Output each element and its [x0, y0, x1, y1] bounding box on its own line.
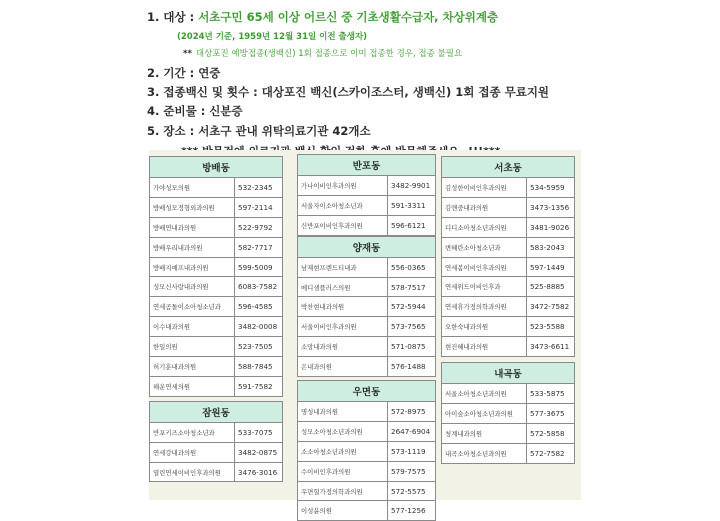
clinic-row	[298, 176, 436, 196]
clinic-name: 오한숙내과의원	[442, 317, 527, 337]
clinic-row	[298, 317, 436, 337]
clinic-phone: 597-1449	[527, 257, 575, 277]
district-name: 잠원동	[150, 401, 283, 422]
clinic-name: 연세강내과의원	[150, 442, 235, 462]
target-label: 1. 대상 :	[147, 10, 199, 24]
target-text: 서초구민 65세 이상 어르신 중 기초생활수급자, 차상위계층	[198, 10, 499, 24]
clinic-row	[442, 443, 575, 463]
column-left	[149, 156, 283, 482]
clinic-name: 연세휴가정의학과의원	[442, 297, 527, 317]
district-name: 서초동	[442, 157, 575, 178]
clinic-phone: 572-5944	[388, 297, 436, 317]
clinic-name: 연세위드이비인후과	[442, 277, 527, 297]
clinic-name: 방배성모정형외과의원	[150, 197, 235, 217]
clinic-name: 서울자이소아청소년과	[298, 195, 388, 215]
clinic-row	[298, 402, 436, 422]
clinic-row	[442, 237, 575, 257]
clinic-name: 디디소아청소년과의원	[442, 217, 527, 237]
clinic-name: 김앤중내과의원	[442, 197, 527, 217]
clinic-name: 신반포이비인후과의원	[298, 215, 388, 235]
district-name: 양재동	[298, 236, 436, 257]
clinic-row	[150, 257, 283, 277]
clinic-phone: 576-1488	[388, 357, 436, 377]
clinic-phone: 3476-3016	[235, 462, 283, 482]
clinic-row	[442, 297, 575, 317]
clinic-phone: 3482-0875	[235, 442, 283, 462]
clinic-name: 변혜란소아청소년과	[442, 237, 527, 257]
clinic-row	[442, 423, 575, 443]
clinic-name: 수이비인후과의원	[298, 461, 388, 481]
clinic-row	[442, 197, 575, 217]
clinic-phone: 573-7565	[388, 317, 436, 337]
clinic-name: 성모신사랑내과의원	[150, 277, 235, 297]
clinic-row	[298, 257, 436, 277]
column-right	[441, 156, 575, 464]
clinic-row	[298, 277, 436, 297]
clinic-name: 허기훈내과의원	[150, 357, 235, 377]
clinic-name: 서울소아청소년과의원	[442, 384, 527, 404]
clinic-row	[442, 217, 575, 237]
clinic-name: 방배지예프내과의원	[150, 257, 235, 277]
clinic-phone: 577-1256	[388, 501, 436, 521]
clinic-phone: 596-4585	[235, 297, 283, 317]
clinic-row	[150, 422, 283, 442]
clinic-name: 청계내과의원	[442, 423, 527, 443]
birth-criteria: (2024년 기준, 1959년 12월 31일 이전 출생자)	[177, 32, 368, 42]
district-header-row	[150, 401, 283, 422]
clinic-row	[298, 195, 436, 215]
clinic-name: 연세곰돌이소아청소년과	[150, 297, 235, 317]
vaccine-line: 3. 접종백신 및 횟수 : 대상포진 백신(스카이조스터, 생백신) 1회 접종 무료지원	[147, 85, 550, 99]
clinic-name: 우면힐가정의학과의원	[298, 481, 388, 501]
documents-line: 4. 준비물 : 신분증	[147, 104, 243, 118]
clinic-name: 메디샘플러스의원	[298, 277, 388, 297]
clinic-phone: 533-5875	[527, 384, 575, 404]
district-header-row	[442, 157, 575, 178]
clinic-directory	[149, 150, 581, 516]
clinic-phone: 533-7075	[235, 422, 283, 442]
district-header-row	[298, 381, 436, 402]
clinic-phone: 532-2345	[235, 178, 283, 198]
clinic-phone: 588-7845	[235, 357, 283, 377]
clinic-row	[298, 501, 436, 521]
clinic-name: 김성한이비인후과의원	[442, 178, 527, 198]
clinic-row	[442, 403, 575, 423]
district-table-naegok	[441, 362, 575, 464]
clinic-name: 해운연세의원	[150, 376, 235, 396]
clinic-row	[442, 277, 575, 297]
clinic-phone: 572-7582	[527, 443, 575, 463]
clinic-row	[298, 481, 436, 501]
clinic-name: 방배연내과의원	[150, 217, 235, 237]
clinic-row	[442, 178, 575, 198]
clinic-row	[298, 357, 436, 377]
clinic-phone: 3473-1356	[527, 197, 575, 217]
district-name: 우면동	[298, 381, 436, 402]
clinic-name: 성모소아청소년과의원	[298, 421, 388, 441]
clinic-phone: 599-5009	[235, 257, 283, 277]
clinic-row	[150, 197, 283, 217]
note-text: 대상포진 예방접종(생백신) 1회 접종으로 이미 접종한 경우, 접종 불필요	[195, 49, 463, 59]
clinic-phone: 3481-9026	[527, 217, 575, 237]
clinic-phone: 556-0365	[388, 257, 436, 277]
clinic-phone: 597-2114	[235, 197, 283, 217]
clinic-phone: 525-8885	[527, 277, 575, 297]
clinic-row	[298, 215, 436, 235]
clinic-phone: 3473-6611	[527, 337, 575, 357]
target-line	[147, 10, 498, 24]
clinic-phone: 572-8975	[388, 402, 436, 422]
district-name: 반포동	[298, 155, 436, 176]
clinic-row	[298, 297, 436, 317]
clinic-phone: 582-7717	[235, 237, 283, 257]
clinic-name: 서울이비인후과의원	[298, 317, 388, 337]
period-line: 2. 기간 : 연중	[147, 66, 221, 80]
clinic-phone: 571-0875	[388, 337, 436, 357]
clinic-name: 가야성모의원	[150, 178, 235, 198]
district-header-row	[442, 363, 575, 384]
clinic-phone: 578-7517	[388, 277, 436, 297]
clinic-name: 박찬현내과의원	[298, 297, 388, 317]
clinic-row	[298, 441, 436, 461]
clinic-name: 방배우리내과의원	[150, 237, 235, 257]
district-header-row	[298, 236, 436, 257]
clinic-phone: 591-3311	[388, 195, 436, 215]
district-name: 방배동	[150, 157, 283, 178]
clinic-name: 내곡소아청소년과의원	[442, 443, 527, 463]
clinic-row	[442, 337, 575, 357]
clinic-phone: 523-7505	[235, 337, 283, 357]
clinic-name: 반포키즈소아청소년과	[150, 422, 235, 442]
clinic-phone: 6083-7582	[235, 277, 283, 297]
district-header-row	[298, 155, 436, 176]
district-name: 내곡동	[442, 363, 575, 384]
exclusion-note	[183, 47, 462, 59]
clinic-row	[150, 357, 283, 377]
district-table-yangjae	[297, 236, 436, 377]
clinic-name: 현진혜내과의원	[442, 337, 527, 357]
clinic-name: 남재현프렌드티내과	[298, 257, 388, 277]
clinic-row	[442, 384, 575, 404]
clinic-phone: 523-5588	[527, 317, 575, 337]
clinic-phone: 3482-0008	[235, 317, 283, 337]
clinic-phone: 2647-6904	[388, 421, 436, 441]
clinic-phone: 572-5858	[527, 423, 575, 443]
clinic-name: 연세봄이비인후과의원	[442, 257, 527, 277]
clinic-row	[150, 217, 283, 237]
clinic-name: 가나이비인후과의원	[298, 176, 388, 196]
clinic-row	[298, 337, 436, 357]
clinic-row	[150, 442, 283, 462]
clinic-name: 아이숲소아청소년과의원	[442, 403, 527, 423]
clinic-name: 은내과의원	[298, 357, 388, 377]
clinic-phone: 572-5575	[388, 481, 436, 501]
clinic-phone: 3472-7582	[527, 297, 575, 317]
clinic-phone: 591-7582	[235, 376, 283, 396]
clinic-phone: 573-1119	[388, 441, 436, 461]
clinic-row	[298, 461, 436, 481]
clinic-phone: 596-6121	[388, 215, 436, 235]
district-table-jamwon	[149, 401, 283, 483]
clinic-phone: 583-2043	[527, 237, 575, 257]
clinic-phone: 579-7575	[388, 461, 436, 481]
clinic-name: 열린연세이비인후과의원	[150, 462, 235, 482]
note-stars: **	[183, 49, 192, 59]
clinic-phone: 522-9792	[235, 217, 283, 237]
clinic-name: 소망내과의원	[298, 337, 388, 357]
district-table-seocho	[441, 156, 575, 357]
clinic-row	[150, 277, 283, 297]
clinic-row	[150, 237, 283, 257]
clinic-row	[298, 421, 436, 441]
clinic-phone: 3482-9901	[388, 176, 436, 196]
column-middle	[297, 154, 436, 521]
clinic-name: 이수내과의원	[150, 317, 235, 337]
location-line: 5. 장소 : 서초구 관내 위탁의료기관 42개소	[147, 124, 371, 138]
clinic-row	[150, 317, 283, 337]
clinic-phone: 534-5959	[527, 178, 575, 198]
clinic-name: 소소아청소년과의원	[298, 441, 388, 461]
clinic-row	[442, 317, 575, 337]
clinic-name: 이성윤의원	[298, 501, 388, 521]
district-table-bangbae	[149, 156, 283, 397]
clinic-name: 한일의원	[150, 337, 235, 357]
clinic-row	[150, 462, 283, 482]
district-header-row	[150, 157, 283, 178]
district-table-banpo	[297, 154, 436, 236]
clinic-row	[150, 297, 283, 317]
clinic-name: 명성내과의원	[298, 402, 388, 422]
clinic-row	[150, 337, 283, 357]
clinic-row	[442, 257, 575, 277]
clinic-phone: 577-3675	[527, 403, 575, 423]
clinic-row	[150, 178, 283, 198]
clinic-row	[150, 376, 283, 396]
